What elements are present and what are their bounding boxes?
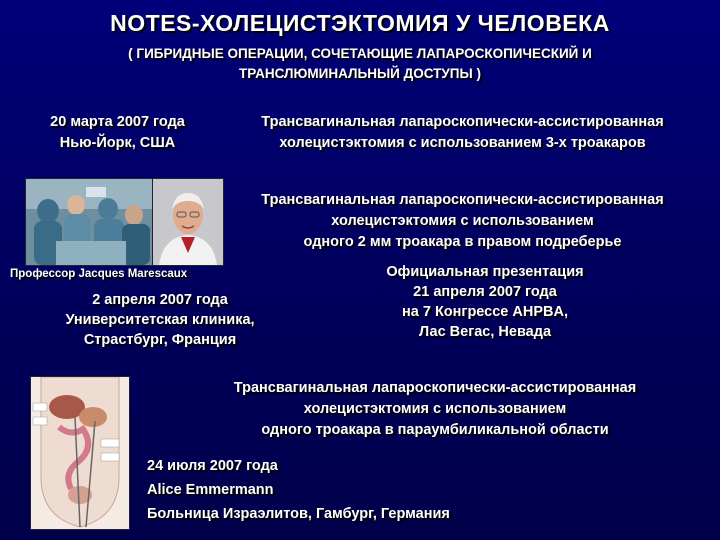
presentation-line: Лас Вегас, Невада xyxy=(418,324,552,340)
event2-date-block xyxy=(20,290,300,350)
event1-date: 20 марта 2007 года xyxy=(50,114,185,130)
presentation-line: 21 апреля 2007 года xyxy=(413,284,557,300)
event3-date: 24 июля 2007 года xyxy=(147,458,278,474)
event3-location: Больница Израэлитов, Гамбург, Германия xyxy=(147,506,450,522)
presentation-line: Официальная презентация xyxy=(386,264,584,280)
event1-date-block xyxy=(20,112,215,154)
event2-institution: Университетская клиника, xyxy=(65,312,255,328)
surgical-team-photo xyxy=(25,178,153,266)
subtitle-line: ТРАНСЛЮМИНАЛЬНЫЙ ДОСТУПЫ ) xyxy=(239,66,481,81)
description-line: одного 2 мм троакара в правом подреберье xyxy=(303,234,622,250)
description-line: Трансвагинальная лапароскопически-ассистированная xyxy=(261,192,664,208)
event2-description xyxy=(210,190,715,253)
subtitle-line: ( ГИБРИДНЫЕ ОПЕРАЦИИ, СОЧЕТАЮЩИЕ ЛАПАРОСКОПИЧЕСКИЙ И xyxy=(128,46,592,61)
presentation-line: на 7 Конгрессе AHPBA, xyxy=(402,304,568,320)
event1-location: Нью-Йорк, США xyxy=(59,135,176,151)
anatomical-diagram xyxy=(30,376,130,530)
event2-date: 2 апреля 2007 года xyxy=(92,292,228,308)
description-line: Трансвагинальная лапароскопически-ассистированная xyxy=(261,114,664,130)
event1-description xyxy=(210,112,715,154)
description-line: Трансвагинальная лапароскопически-ассистированная xyxy=(233,380,637,396)
description-line: холецистэктомия с использованием xyxy=(303,401,567,417)
photo-caption: Профессор Jacques Marescaux xyxy=(10,268,188,280)
presentation-block xyxy=(320,262,650,342)
description-line: холецистэктомия с использованием 3-х троакаров xyxy=(279,135,646,151)
description-line: одного троакара в параумбиликальной области xyxy=(261,422,609,438)
event3-description xyxy=(170,378,700,441)
event2-location: Страстбург, Франция xyxy=(83,332,237,348)
slide-title: NOTES-ХОЛЕЦИСТЭКТОМИЯ У ЧЕЛОВЕКА xyxy=(110,10,610,36)
event3-surgeon: Alice Emmermann xyxy=(147,482,274,498)
event3-date-block xyxy=(147,454,450,526)
slide-subtitle xyxy=(40,44,680,84)
description-line: холецистэктомия с использованием xyxy=(331,213,594,229)
